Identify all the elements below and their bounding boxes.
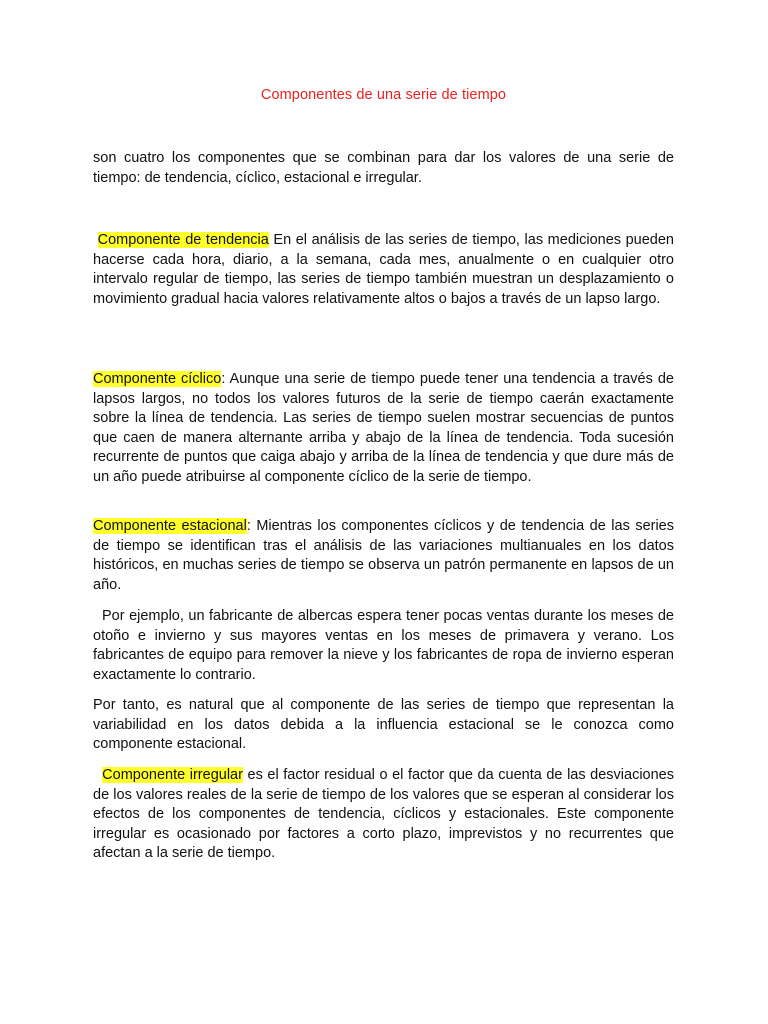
tendencia-text: En el análisis de las series de tiempo, las mediciones pueden hacerse cada hora, diario, a la semana, cada mes, anualmente o en cualquier otro intervalo regular de tiempo, las series de tiempo también muestran un desplazamiento o movimiento gradual hacia valores relativamente altos o bajos a través de un lapso largo. [93, 232, 674, 307]
document-title: Componentes de una serie de tiempo [260, 87, 507, 103]
estacional-text: : Mientras los componentes cíclicos y de tendencia de las series de tiempo se identifican tras el análisis de las variaciones multianuales en los datos históricos, en muchas series de tiempo se observa un patrón permanente en lapsos de un año. [93, 518, 674, 593]
tendencia-paragraph [93, 231, 674, 309]
irregular-highlight-label: Componente irregular [102, 767, 243, 783]
estacional-highlight-label: Componente estacional [93, 518, 247, 534]
ejemplo-paragraph [93, 607, 674, 685]
tendencia-highlight-label: Componente de tendencia [97, 232, 269, 248]
ciclico-highlight-label: Componente cíclico [93, 371, 222, 387]
estacional-paragraph [93, 517, 674, 595]
ejemplo-text: Por ejemplo, un fabricante de albercas espera tener pocas ventas durante los meses de otoño e invierno y sus mayores ventas en los meses de primavera y verano. Los fabricantes de equipo para remover la nieve y los fabricantes de ropa de invierno esperan exactamente lo contrario. [93, 608, 674, 683]
ciclico-text: : Aunque una serie de tiempo puede tener una tendencia a través de lapsos largos, no todos los valores futuros de la serie de tiempo caerán exactamente sobre la línea de tendencia. Las series de tiempo suelen mostrar secuencias de puntos que caen de manera alternante arriba y abajo de la línea de tendencia. Toda sucesión recurrente de puntos que caiga abajo y arriba de la línea de tendencia y que dure más de un año puede atribuirse al componente cíclico de la serie de tiempo. [93, 371, 675, 485]
intro-paragraph: son cuatro los componentes que se combinan para dar los valores de una serie de tiempo: de tendencia, cíclico, estacional e irregular. [93, 150, 674, 186]
ciclico-paragraph [93, 370, 674, 488]
irregular-paragraph [93, 766, 674, 864]
irregular-text: es el factor residual o el factor que da cuenta de las desviaciones de los valores reales de la serie de tiempo de los valores que se esperan al considerar los efectos de los componentes de tendencia, cíclicos y estacionales. Este componente irregular es ocasionado por factores a corto plazo, imprevistos y no recurrentes que afectan a la serie de tiempo. [93, 767, 675, 862]
portanto-paragraph: Por tanto, es natural que al componente de las series de tiempo que representan la variabilidad en los datos debida a la influencia estacional se le conozca como componente estacional. [93, 697, 674, 753]
